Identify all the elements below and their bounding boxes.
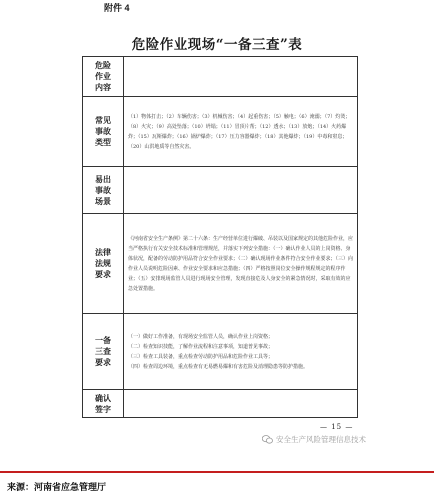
table-row <box>83 57 358 97</box>
row-label <box>83 390 124 418</box>
content-text: （三）检查工具装备，重点检查劳动防护用品和危险作业工具等； <box>128 353 274 360</box>
label-line: 场景 <box>95 196 111 206</box>
row-content <box>124 214 358 314</box>
label-line: 内容 <box>95 83 111 92</box>
row-content <box>124 390 358 418</box>
label-line: 危险 <box>95 61 111 70</box>
label-line: 签字 <box>95 404 111 414</box>
footer-rule <box>0 471 434 473</box>
row-content <box>124 57 358 97</box>
content-text: （一）做好工作准备，有现场安全监管人员，确认作业上岗资格； <box>128 333 274 340</box>
label-line: 确认 <box>95 393 111 403</box>
row-label <box>83 314 124 390</box>
label-line: 要求 <box>95 358 111 367</box>
table-row <box>83 97 358 167</box>
label-line: 一备 <box>95 336 111 345</box>
content-text: （二）检查知识技能，了解作业流程和注意事项，知道普见事故； <box>128 343 274 350</box>
watermark-text: 安全生产风险管理信息技术 <box>276 435 366 444</box>
table-row <box>83 314 358 390</box>
label-line: 三查 <box>95 347 111 356</box>
row-label <box>83 214 124 314</box>
inspection-table <box>82 56 358 418</box>
table-row <box>83 167 358 214</box>
form-title: 危险作业现场“一备三查”表 <box>131 37 303 53</box>
row-label <box>83 167 124 214</box>
attachment-label: 附件 4 <box>104 3 130 13</box>
wechat-icon <box>262 435 273 444</box>
row-content <box>124 97 358 167</box>
table-row <box>83 214 358 314</box>
row-content <box>124 314 358 390</box>
content-text: （1）物体打击；（2）车辆伤害；（3）机械伤害；（4）起重伤害；（5）触电；（6）淹溺；（7）灼烫；（8）火灾；（9）高处坠落；（10）坍塌；（11）冒顶片帮；（12）透水；（13）放炮；（14）火药爆炸；（15）瓦斯爆炸；（16）锅炉爆炸；（17）压力容器爆炸；（18）其他爆炸；（19）中毒和窒息；（20）山洪地质等自然灾害。 <box>128 113 351 150</box>
content-text: 《河南省安全生产条例》第二十六条：生产经营单位进行爆破、吊装以及国家规定的其他危险作业，应当严格执行有关安全技术标准和管理规范，并落实下列安全措施：（一）确认作业人员的上岗资格、身体状况，配备的劳动防护用品符合安全作业要求；（二）确认现场作业条件符合安全作业要求；（三）向作业人员说明危险因素、作业安全要求和应急措施；（四）严格按照岗位安全操作规程规定的程序作业；（五）安排现场监管人员进行现场安全管理，发现直接危及人身安全的紧急情况时，采取有效的应急处置措施。 <box>128 235 354 292</box>
row-label <box>83 97 124 167</box>
label-line: 作业 <box>95 72 111 81</box>
label-line: 常见 <box>95 116 111 125</box>
row-label <box>83 57 124 97</box>
row-content <box>124 167 358 214</box>
label-line: 易出 <box>95 174 111 184</box>
label-line: 事故 <box>95 185 111 195</box>
watermark <box>262 434 366 445</box>
label-line: 事故 <box>95 127 111 136</box>
label-line: 类型 <box>95 138 111 147</box>
label-line: 法律 <box>95 248 111 257</box>
table-row <box>83 390 358 418</box>
page-number: — 15 — <box>320 423 354 431</box>
label-line: 要求 <box>95 270 111 279</box>
footer-source: 来源：河南省应急管理厅 <box>7 482 107 492</box>
label-line: 法规 <box>95 259 111 268</box>
content-text: （四）检查周边环境，重点检查有无易燃易爆和有害危险及消理隐患等防护措施。 <box>128 363 309 370</box>
